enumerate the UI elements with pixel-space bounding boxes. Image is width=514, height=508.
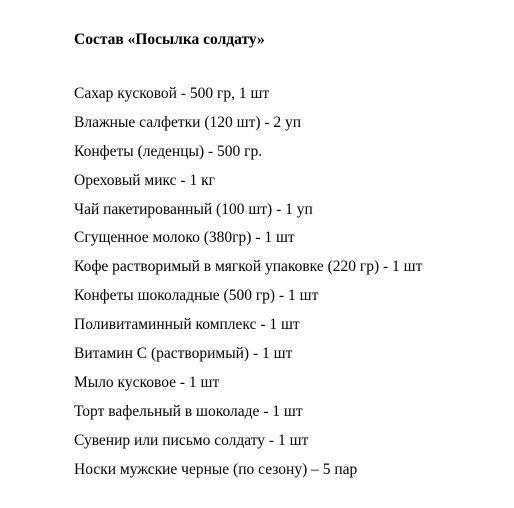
list-item: Торт вафельный в шоколаде - 1 шт	[74, 402, 303, 420]
list-item: Конфеты (леденцы) - 500 гр.	[74, 142, 263, 160]
list-item: Конфеты шоколадные (500 гр) - 1 шт	[74, 287, 319, 305]
list-item: Сувенир или письмо солдату - 1 шт	[74, 431, 309, 449]
list-item: Кофе растворимый в мягкой упаковке (220 гр) - 1 шт	[74, 258, 423, 276]
list-item: Чай пакетированный (100 шт) - 1 уп	[74, 200, 313, 218]
list-item: Витамин С (растворимый) - 1 шт	[74, 345, 293, 363]
list-item: Поливитаминный комплекс - 1 шт	[74, 316, 300, 334]
list-item: Мыло кусковое - 1 шт	[74, 373, 220, 391]
list-item: Сахар кусковой - 500 гр, 1 шт	[74, 85, 270, 102]
document-page	[74, 30, 504, 488]
list-item: Носки мужские черные (по сезону) – 5 пар	[74, 460, 358, 478]
document-title: Состав «Посылка солдату»	[74, 31, 265, 48]
list-item: Влажные салфетки (120 шт) - 2 уп	[74, 113, 302, 131]
list-item: Сгущенное молоко (380гр) - 1 шт	[74, 229, 295, 247]
item-list	[74, 84, 504, 480]
list-item: Ореховый микс - 1 кг	[74, 171, 215, 189]
